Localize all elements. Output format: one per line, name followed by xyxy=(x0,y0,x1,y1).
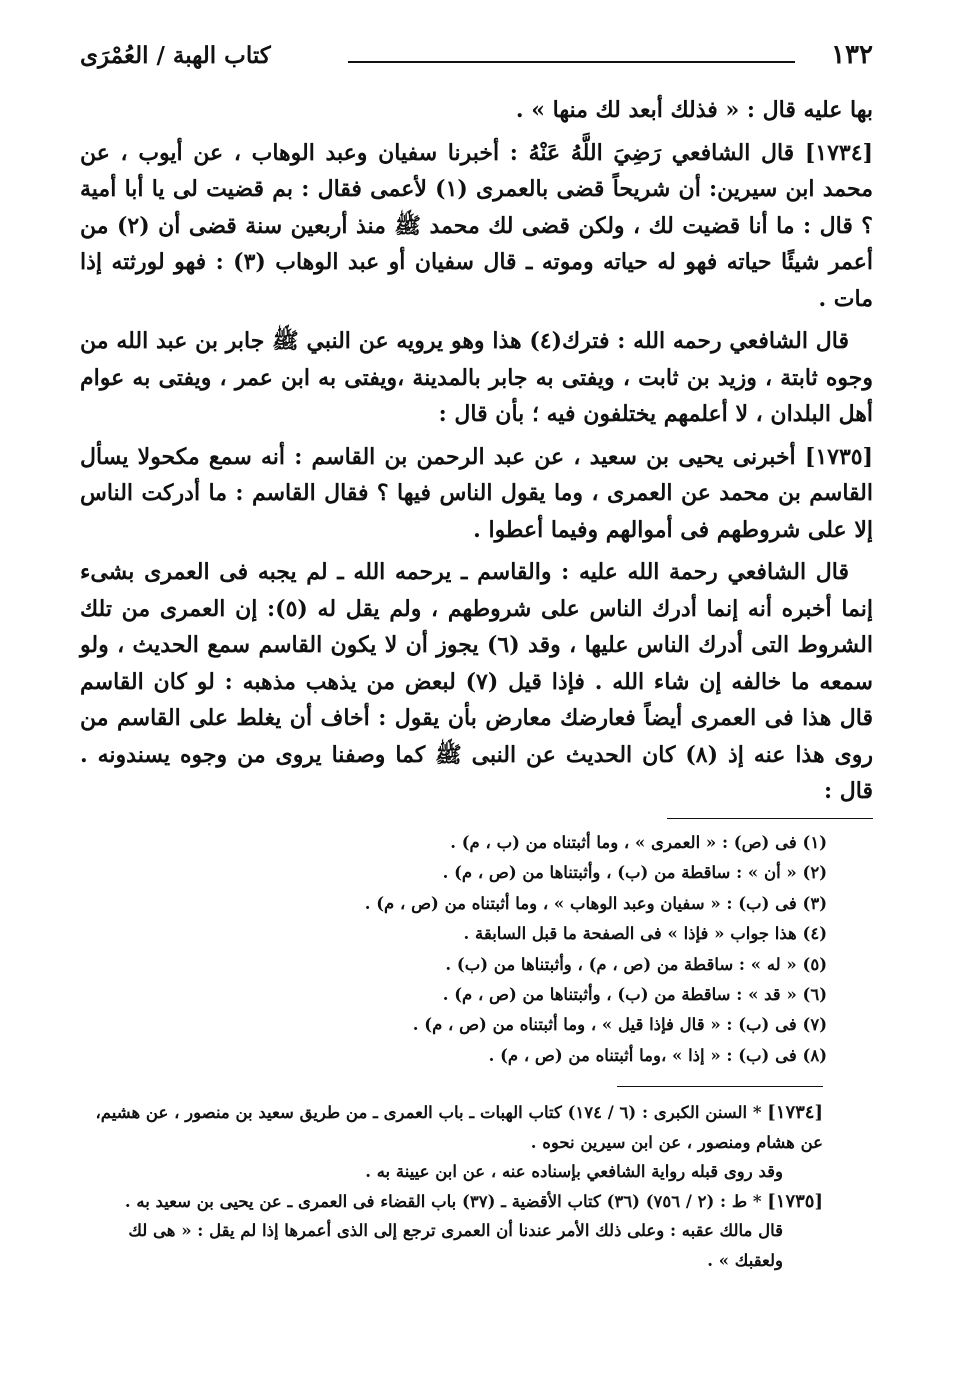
paragraph-1735 xyxy=(80,439,873,549)
paragraph-heading: قال الشافعي xyxy=(671,139,795,166)
main-text xyxy=(80,92,873,816)
paragraph-text: رَضِيَ اللَّهُ عَنْهُ : أخبرنا سفيان وعبد الوهاب ، عن أيوب ، عن محمد ابن سيرين: أن شريحاً قضى بالعمرى (١) لأعمى فقال : بم قضيت لى يا أبا أمية ؟ قال : ما أنا قضيت لك ، ولكن قضى لك محمد ﷺ منذ أربعين سنة قضى أن (٢) من أعمر شيئًا حياته فهو له حياته وموته ـ قال سفيان أو عبد الوهاب (٣) : فهو لورثته إذا مات . xyxy=(80,139,873,312)
source-note-1735 xyxy=(84,1187,823,1217)
paragraph-continuation xyxy=(80,92,873,129)
source-note-sub: قال مالك عقبه : وعلى ذلك الأمر عندنا أن العمرى ترجع إلى الذى أعمرها إذا لم يقل : « هى لك ولعقبك » . xyxy=(128,1221,783,1270)
paragraph-heading: قال الشافعي xyxy=(727,559,849,585)
header-rule xyxy=(348,61,795,63)
footnote: (٣) فى (ب) : « سفيان وعبد الوهاب » ، وما أثبتناه من (ص ، م) . xyxy=(364,893,827,913)
paragraph-text: رحمة الله عليه : والقاسم ـ يرحمه الله ـ لم يجبه فى العمرى بشىء إنما أخبره أنه إنما أدرك الناس على شروطهم ، ولم يقل له (٥): إن العمرى من تلك الشروط التى أدرك الناس عليها ، وقد (٦) يجوز أن لا يكون القاسم سمع الحديث ، ولو سمعه ما خالفه إن شاء الله . فإذا قيل (٧) لبعض من يذهب مذهبه : لو كان القاسم قال هذا فى العمرى أيضاً فعارضك معارض بأن يقول : أخاف أن يغلط على القاسم من روى هذا عنه إذ (٨) كان الحديث عن النبى ﷺ كما وصفنا يروى من وجوه يسندونه . قال : xyxy=(80,559,874,804)
footnote: (١) فى (ص) : « العمرى » ، وما أثبتناه من (ب ، م) . xyxy=(450,833,827,852)
footnote: (٥) « له » : ساقطة من (ص ، م) ، وأثبتناها من (ب) . xyxy=(445,954,827,974)
sources-separator xyxy=(617,1086,823,1087)
paragraph-shafii-comment-1 xyxy=(80,323,873,433)
paragraph-1734 xyxy=(80,135,873,318)
footnotes xyxy=(100,828,827,1071)
source-number: [١٧٣٤] xyxy=(767,1102,823,1123)
footnote: (٤) هذا جواب « فإذا » فى الصفحة ما قبل السابقة . xyxy=(463,924,827,944)
paragraph-shafii-comment-2 xyxy=(80,554,873,810)
paragraph-text: أخبرنى يحيى بن سعيد ، عن عبد الرحمن بن القاسم : أنه سمع مكحولا يسأل القاسم بن محمد عن العمرى ، وما يقول الناس فيها ؟ فقال القاسم : ما أدركت الناس إلا على شروطهم فى أموالهم وفيما أعطوا . xyxy=(80,443,873,543)
footnote: (٧) فى (ب) : « قال فإذا قيل » ، وما أثبتناه من (ص ، م) . xyxy=(412,1015,827,1035)
hadith-number: [١٧٣٤] xyxy=(804,139,873,166)
paragraph-text: رحمه الله : فترك(٤) هذا وهو يرويه عن النبي ﷺ جابر بن عبد الله من وجوه ثابتة ، وزيد بن ثابت ، ويفتى به جابر بالمدينة ،ويفتى به ابن عمر ، ويفتى به عوام أهل البلدان ، لا أعلمهم يختلفون فيه ؛ بأن قال : xyxy=(80,328,873,427)
hadith-number: [١٧٣٥] xyxy=(804,443,873,470)
source-notes xyxy=(84,1098,823,1275)
paragraph-heading: قال الشافعي xyxy=(729,328,849,354)
paragraph-text: بها عليه قال : « فذلك أبعد لك منها » . xyxy=(515,97,873,123)
page-header xyxy=(80,40,873,86)
footnote-separator xyxy=(667,818,873,819)
footnote: (٢) « أن » : ساقطة من (ب) ، وأثبتناها من (ص ، م) . xyxy=(442,863,827,883)
source-note-1734 xyxy=(84,1098,823,1157)
source-note-sub: وقد روى قبله رواية الشافعي بإسناده عنه ، عن ابن عيينة به . xyxy=(365,1162,783,1181)
footnote: (٦) « قد » : ساقطة من (ب) ، وأثبتناها من (ص ، م) . xyxy=(442,985,827,1005)
footnote: (٨) فى (ب) : « إذا » ،وما أثبتناه من (ص ، م) . xyxy=(488,1045,827,1065)
running-title: كتاب الهبة / العُمْرَى xyxy=(80,42,271,69)
source-text: * السنن الكبرى : (٦ / ١٧٤) كتاب الهبات ـ باب العمرى ـ من طريق سعيد بن منصور ، عن هشيم، عن هشام ومنصور ، عن ابن سيرين نحوه . xyxy=(95,1103,823,1152)
source-text: * ط : (٢ / ٧٥٦) (٣٦) كتاب الأقضية ـ (٣٧) باب القضاء فى العمرى ـ عن يحيى بن سعيد به . xyxy=(124,1191,762,1211)
page-number: ١٣٢ xyxy=(831,40,873,70)
source-number: [١٧٣٥] xyxy=(767,1190,823,1212)
